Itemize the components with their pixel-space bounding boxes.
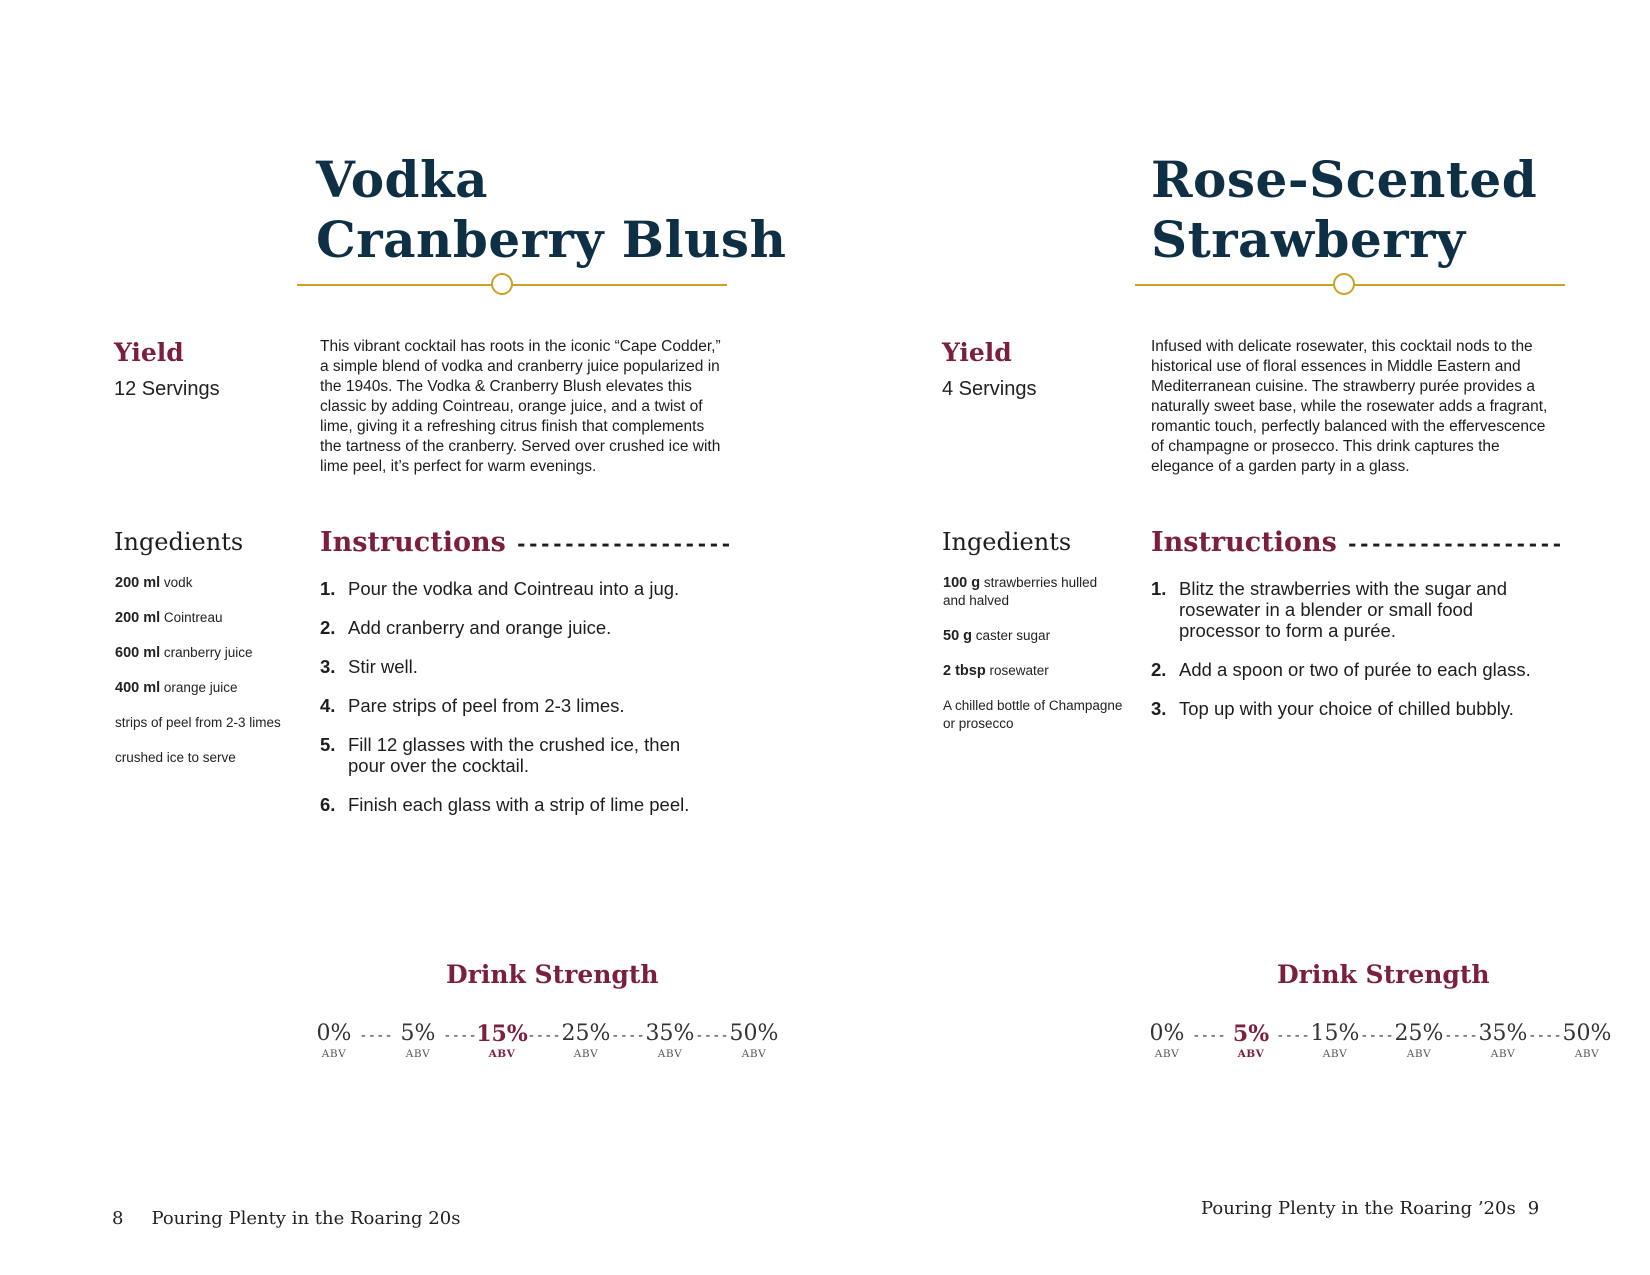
strength-tick: [401, 1020, 436, 1060]
strength-percent: 25%: [561, 1021, 611, 1046]
strength-percent: 35%: [1478, 1021, 1528, 1046]
strength-unit: ABV: [1574, 1048, 1600, 1060]
drink-strength-label: Drink Strength: [446, 960, 659, 989]
strength-unit: ABV: [1154, 1048, 1180, 1060]
instruction-step: 6. Finish each glass with a strip of lime peel.: [320, 794, 690, 815]
instructions-label: Instructions: [320, 527, 506, 558]
instruction-step: 2. Add cranberry and orange juice.: [320, 617, 612, 638]
instructions-list: [320, 578, 710, 833]
strength-separator: ----: [527, 1028, 561, 1044]
recipe-title-line-1: Rose-Scented: [1151, 150, 1538, 209]
page-number: 8: [112, 1208, 124, 1229]
recipe-description: This vibrant cocktail has roots in the iconic “Cape Codder,” a simple blend of vodka and cranberry juice popularized in the 1940s. The Vodka & Cranberry Blush elevates this classic by adding Cointreau, orange juice, and a twist of lime, giving it a refreshing citrus finish that complements the tartness of the cranberry. Served over crushed ice with lime peel, it’s perfect for warm evenings.: [320, 338, 721, 475]
strength-percent: 15%: [476, 1021, 528, 1047]
strength-tick: [1311, 1020, 1360, 1060]
drink-strength-label: Drink Strength: [1277, 960, 1490, 989]
strength-tick: [1563, 1020, 1612, 1060]
instructions-dashes: ------------------: [1346, 532, 1563, 556]
title-divider: [297, 273, 727, 297]
ingredient-item: 50 g caster sugar: [943, 628, 1051, 644]
instruction-step: 4. Pare strips of peel from 2-3 limes.: [320, 695, 625, 716]
recipe-title-line-2: Strawberry: [1151, 210, 1466, 269]
strength-unit: ABV: [1406, 1048, 1432, 1060]
drink-strength-scale: [1149, 1020, 1612, 1080]
strength-percent: 50%: [1562, 1021, 1612, 1046]
ingredient-item: 400 ml orange juice: [115, 680, 238, 696]
yield-value: 12 Servings: [114, 378, 220, 400]
yield-label: Yield: [114, 338, 184, 367]
ingredients-list: [115, 574, 290, 784]
strength-unit: ABV: [1322, 1048, 1348, 1060]
strength-separator: ----: [1192, 1028, 1226, 1044]
strength-tick: [1233, 1020, 1269, 1060]
strength-unit: ABV: [1237, 1048, 1265, 1060]
strength-tick: [646, 1020, 695, 1060]
strength-unit: ABV: [488, 1048, 516, 1060]
ingredient-item: 2 tbsp rosewater: [943, 663, 1049, 679]
strength-tick: [476, 1020, 528, 1060]
right-page: [825, 0, 1650, 1275]
strength-unit: ABV: [1490, 1048, 1516, 1060]
page-footer: [1201, 1198, 1539, 1219]
strength-separator: ----: [1444, 1028, 1478, 1044]
strength-tick: [1395, 1020, 1444, 1060]
strength-unit: ABV: [741, 1048, 767, 1060]
recipe-title-line-1: Vodka: [316, 150, 489, 209]
strength-unit: ABV: [657, 1048, 683, 1060]
instructions-label: Instructions: [1151, 527, 1337, 558]
strength-percent: 0%: [316, 1021, 352, 1046]
page-footer: [112, 1208, 460, 1229]
instructions-heading: [1151, 527, 1563, 558]
strength-percent: 50%: [729, 1021, 779, 1046]
ingredient-item: crushed ice to serve: [115, 750, 236, 765]
instructions-list: [1151, 578, 1551, 737]
recipe-description: Infused with delicate rosewater, this cocktail nods to the historical use of floral essences in Middle Eastern and Mediterranean cuisine. The strawberry purée provides a naturally sweet base, while the rosewater adds a fragrant, romantic touch, perfectly balanced with the effervescence of champagne or prosecco. This drink captures the elegance of a garden party in a glass.: [1151, 338, 1548, 475]
ingredient-item: 200 ml vodk: [115, 575, 193, 591]
strength-tick: [1479, 1020, 1528, 1060]
strength-separator: ----: [611, 1028, 645, 1044]
strength-unit: ABV: [573, 1048, 599, 1060]
strength-tick: [562, 1020, 611, 1060]
strength-unit: ABV: [321, 1048, 347, 1060]
ingredients-label: Ingedients: [114, 528, 244, 556]
instructions-dashes: ------------------: [515, 532, 732, 556]
instruction-step: 1. Pour the vodka and Cointreau into a jug.: [320, 578, 680, 599]
recipe-title: [316, 150, 786, 270]
footer-book-title: Pouring Plenty in the Roaring 20s: [151, 1208, 461, 1229]
page-number: 9: [1527, 1198, 1540, 1219]
strength-separator: ----: [1528, 1028, 1562, 1044]
instruction-step: 3. Stir well.: [320, 656, 418, 677]
instruction-step: 1. Blitz the strawberries with the sugar and rosewater in a blender or small food processor to form a purée.: [1151, 578, 1508, 641]
yield-value: 4 Servings: [942, 378, 1037, 400]
strength-separator: ----: [443, 1028, 477, 1044]
divider-ring-icon: [491, 273, 513, 295]
ingredient-item: 100 g strawberries hulled and halved: [943, 575, 1098, 608]
title-divider: [1135, 273, 1565, 297]
strength-percent: 0%: [1149, 1021, 1185, 1046]
strength-tick: [1150, 1020, 1185, 1060]
drink-strength-scale: [316, 1020, 779, 1080]
ingredient-item: A chilled bottle of Champagne or prosecco: [943, 698, 1123, 731]
strength-percent: 5%: [400, 1021, 436, 1046]
strength-tick: [730, 1020, 779, 1060]
instruction-step: 3. Top up with your choice of chilled bubbly.: [1151, 698, 1514, 719]
strength-tick: [317, 1020, 352, 1060]
instruction-step: 2. Add a spoon or two of purée to each glass.: [1151, 659, 1531, 680]
strength-separator: ----: [1276, 1028, 1310, 1044]
instructions-heading: [320, 527, 732, 558]
yield-label: Yield: [942, 338, 1012, 367]
strength-percent: 15%: [1310, 1021, 1360, 1046]
divider-ring-icon: [1333, 273, 1355, 295]
ingredient-item: 200 ml Cointreau: [115, 610, 223, 626]
strength-separator: ----: [1360, 1028, 1394, 1044]
ingredients-label: Ingedients: [942, 528, 1072, 556]
ingredient-item: strips of peel from 2-3 limes: [115, 715, 281, 730]
ingredients-list: [943, 574, 1123, 750]
recipe-title: [1151, 150, 1537, 270]
instruction-step: 5. Fill 12 glasses with the crushed ice, then pour over the cocktail.: [320, 734, 681, 776]
strength-percent: 25%: [1394, 1021, 1444, 1046]
footer-book-title: Pouring Plenty in the Roaring ’20s: [1201, 1198, 1516, 1219]
ingredient-item: 600 ml cranberry juice: [115, 645, 253, 661]
strength-unit: ABV: [405, 1048, 431, 1060]
strength-percent: 35%: [645, 1021, 695, 1046]
strength-separator: ----: [695, 1028, 729, 1044]
recipe-title-line-2: Cranberry Blush: [316, 210, 787, 269]
strength-separator: ----: [359, 1028, 393, 1044]
strength-percent: 5%: [1232, 1021, 1270, 1047]
